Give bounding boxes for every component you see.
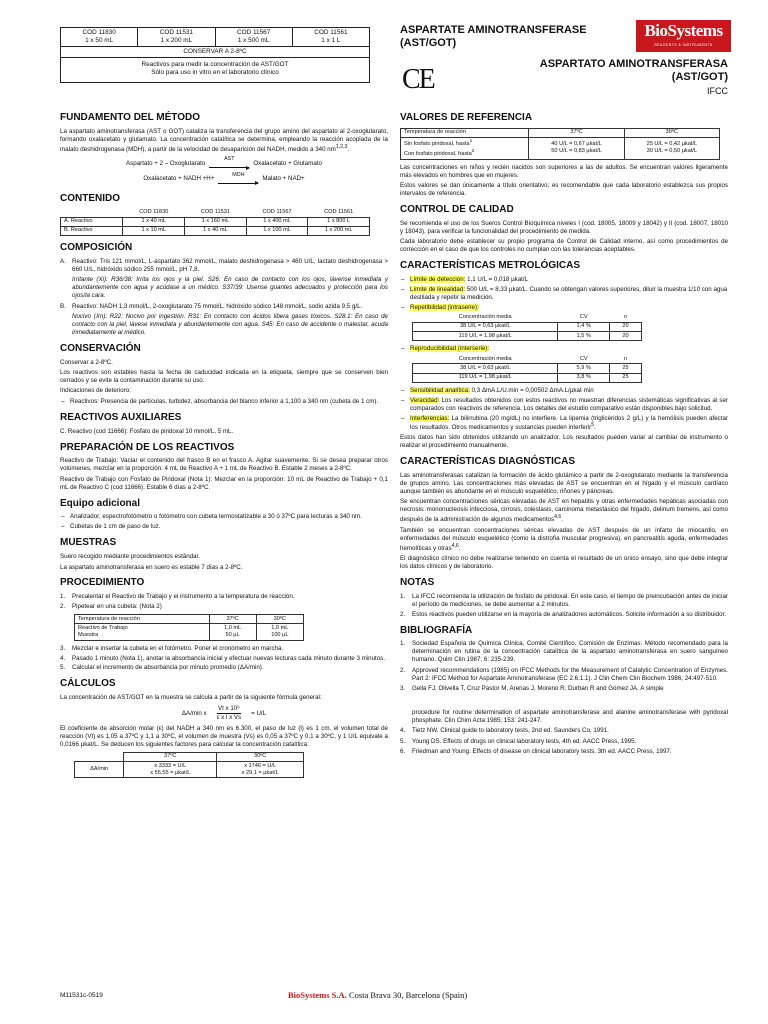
section-heading: PREPARACIÓN DE LOS REACTIVOS: [60, 441, 235, 453]
reference-item: 4. Tietz NW. Clinical guide to laboratory tests, 2nd ed. Saunders Co, 1991.: [400, 727, 609, 735]
list-item: 2. Estos reactivos pueden utilizarse en la mayoría de analizadores automáticos. Solicite información a su distribuidor.: [400, 610, 727, 618]
list-item: 1. Precalentar el Reactivo de Trabajo y el instrumento a la temperatura de reacción.: [60, 593, 295, 601]
section-heading: Equipo adicional: [60, 497, 141, 509]
table-row: A. Reactivo 1 x 40 mL 1 x 160 mL 1 x 400 mL 1 x 800 L: [61, 217, 370, 226]
list-item: – Reactivos: Presencia de partículas, turbidez, absorbancia del blanco inferior a 1,100 a 340 nm (cubeta de 1 cm).: [60, 398, 388, 406]
paragraph: Las concentraciones en niños y recién nacidos son superiores a las de adultos. Se encuentran valores ligeramente más elevados en hombres que en mujeres.: [400, 163, 728, 179]
factors-table: 37ºC 30ºC ΔA/min x 3333 = U/L x 55,55 = µkat/L x 1746 = U/L x 29,1 = µkat/L: [74, 752, 304, 778]
paragraph: La concentración de AST/GOT en la muestra se calcula a partir de la siguiente fórmula general:: [60, 694, 322, 702]
reference-item: 5. Young DS. Effects of drugs on clinical laboratory tests, 4th ed. AACC Press, 1995.: [400, 737, 637, 745]
document-subtitle: ASPARTATO AMINOTRANSFERASA (AST/GOT): [539, 58, 728, 84]
paragraph: Conservar a 2-8ºC.: [60, 358, 113, 366]
paragraph: El coeficiente de absorción molar (ε) del NADH a 340 nm es 6.300, el paso de luz (l) es 1 cm, el volumen total de reacción (Vt) es 1,05 a 37ºC y 1,1 a 30ºC, el volumen de muestra (Vs) es 0,05 a 37ºC y 0,1 a 30ºC, y 1 U/L equivale a 0,0166 µkat/L. Se deducen los siguientes factores para calcular la concentración catalítica:: [60, 725, 388, 748]
list-item: 4. Pasado 1 minuto (Nota 1), anotar la absorbancia inicial y efectuar nuevas lecturas cada minuto durante 3 minutos.: [60, 654, 385, 662]
paragraph: Indicaciones de deterioro:: [60, 387, 131, 395]
code-cell: COD 11567 1 x 500 mL: [215, 28, 292, 47]
list-item: – Reproducibilidad (interserie):: [400, 345, 728, 353]
list-item: 5. Calcular el incremento de absorbancia por minuto promedio (ΔA/min).: [60, 664, 264, 672]
paragraph: Cada laboratorio debe establecer su propio programa de Control de Calidad interno, así como procedimientos de corrección en el caso de que los controles no cumplan con las tolerancias aceptables.: [400, 238, 728, 254]
reproducibility-table: Concentración media CV n 38 U/L = 0,63 µkat/L 5,9 % 25 119 U/L = 1,98 µkat/L 3,8 % 25: [412, 355, 642, 382]
composition-b: B. Reactivo: NADH 1,3 mmol/L, 2-oxoglutarato 75 mmol/L, hidróxido sódico 148 mmol/L, sodio azida 9,5 g/L. Nocivo (Xn): R22: Nocivo por ingestión. R31: En contacto con ácidos libera gases tóxicos. S28.1: En caso de contacto con la piel, lávese inmediata y abundantemente con agua. S45: En caso de accidente o malestar, acuda inmediatamente al médico.: [60, 302, 388, 336]
code-cell: COD 11561 1 x 1 L: [292, 28, 369, 47]
repeatability-table: Concentración media CV n 38 U/L = 0,63 µkat/L 1,4 % 20 119 U/L = 1,98 µkat/L 1,5 % 20: [412, 314, 642, 341]
section-heading: PROCEDIMIENTO: [60, 577, 145, 589]
left-column: [60, 112, 388, 782]
section-heading: MUESTRAS: [60, 537, 117, 549]
table-row: 38 U/L = 0,63 µkat/L 5,9 % 25: [413, 364, 642, 373]
formula: ΔA/min x $\frac{\text{Vt x 10⁶}}{\text{ε x l x Vs}}$ = U/L: [181, 705, 267, 722]
section-heading: BIBLIOGRAFÍA: [400, 624, 473, 636]
ce-mark-icon: CE: [402, 64, 434, 95]
paragraph: Suero recogido mediante procedimientos estándar.: [60, 553, 200, 561]
reference-values-table: Temperatura de reacción 37ºC 30ºC Sin fosfato piridoxal, hasta$^1$ Con fosfato piridoxal, hasta$^2$ 40 U/L = 0,67 µkat/L 50 U/L = 0,83 µkat/L 25 U/L = 0,42 µkat/L 30 U/L = 0,50 µkat/L: [400, 128, 720, 160]
table-row: 119 U/L = 1,98 µkat/L 3,8 % 25: [413, 373, 642, 382]
list-item: – Límite de linealidad: 500 U/L = 8,33 µkat/L. Cuando se obtengan valores superiores, diluir la muestra 1/10 con agua destilada y repetir la medición.: [400, 286, 728, 302]
section-heading: CONSERVACIÓN: [60, 342, 141, 354]
biosystems-logo: BioSystems REAGENTS & INSTRUMENTS: [636, 20, 731, 52]
composition-a: A. Reactivo: Tris 121 mmol/L, L-aspartato 362 mmol/L, malato deshidrogenasa > 460 U/L, lactato deshidrogenasa > 660 U/L, hidróxido sódico 255 mmol/L, pH 7,8. Irritante (Xi): R36/38: Irrita los ojos y la piel. S26: En caso de contacto con los ojos, lávense inmediata y abundantemente con agua y acúdase a un médico. S37/39: Usense guantes adecuados y protección para los ojos/la cara.: [60, 257, 388, 300]
paragraph: La aspartato aminotransferasa (AST o GOT) cataliza la transferencia del grupo amino del aspartato al 2-oxoglutarato, formando oxalacetato y glutamato. La concentración catalítica se determina, empleando la reacción acoplada de la malato deshidrogenasa (MDH), a partir de la velocidad de desaparición del NADH, medido a 340 nm$^{1,2,3}$.: [60, 127, 388, 153]
list-item: – Sensibilidad analítica: 0,3 ΔmA.L/U.min = 0,00502 ΔmA.L/µkat·min: [400, 387, 728, 395]
section-heading: CONTROL DE CALIDAD: [400, 204, 514, 216]
paragraph: Estos datos han sido obtenidos utilizando un analizador. Los resultados pueden variar al cambiar de instrumento o realizar el procedimiento manualmente.: [400, 434, 728, 450]
right-column: [400, 112, 728, 759]
paragraph: Se encuentran concentraciones séricas elevadas de AST en hepatitis y otras enfermedades hepáticas asociadas con necrosis: mononucleosis infecciosa, cirrosis, colestasis, carcinoma metastásico del hígado, delirium tremens, así como después de la administración de algunos medicamentos$^{4,6}$.: [400, 498, 728, 524]
section-heading: CARACTERÍSTICAS DIAGNÓSTICAS: [400, 456, 576, 468]
section-heading: CARACTERÍSTICAS METROLÓGICAS: [400, 260, 580, 272]
section-heading: VALORES DE REFERENCIA: [400, 112, 533, 123]
code-cell: COD 11531 1 x 200 mL: [138, 28, 215, 47]
product-code-table: [60, 27, 370, 83]
contents-table: COD 11830 COD 11531 COD 11567 COD 11561 A. Reactivo 1 x 40 mL 1 x 160 mL 1 x 400 mL 1 x 800 L B. Reactivo 1 x 10 mL 1 x 40 mL 1 x 100 mL 1 x 200 mL: [60, 209, 370, 236]
section-heading: CÁLCULOS: [60, 678, 116, 690]
company-address: BioSystems S.A. Costa Brava 30, Barcelona (Spain): [288, 990, 468, 1000]
list-item: – Interferencias: La bilirrubina (20 mg/dL) no interfiere. La lipemia (triglicéridos 2 g/L) y la hemólisis pueden afectar los resultados. Otros medicamentos y sustancias pueden interferir$^5$.: [400, 415, 728, 433]
method-label: IFCC: [707, 86, 728, 96]
list-item: 1. La IFCC recomienda la utilización de fosfato de piridoxal. En este caso, el tiempo de preincubación antes de iniciar el período de mediciones, se debe aumentar a 2 minutos.: [400, 592, 728, 608]
table-row: B. Reactivo 1 x 10 mL 1 x 40 mL 1 x 100 mL 1 x 200 mL: [61, 226, 370, 235]
list-item: 2. Pipetear en una cubeta: (Nota 2): [60, 603, 162, 611]
usage-cell: Reactivos para medir la concentración de AST/GOT Sólo para uso in vitro en el laboratorio clínico: [61, 58, 370, 83]
list-item: – Repetibilidad (intraserie):: [400, 304, 728, 312]
paragraph: Reactivo de Trabajo con Fosfato de Piridoxal (Nota 1): Mezclar en la proporción: 10 mL de Reactivo de Trabajo + 0,1 mL de Reactivo C (cod 11666). Estable 6 días a 2-8ºC.: [60, 475, 388, 491]
document-title: ASPARTATE AMINOTRANSFERASE (AST/GOT): [400, 24, 587, 49]
reference-item: 3. Gella FJ, Olivella T, Cruz Pastor M, Arenas J, Moreno R, Durban R and Gómez JA. A simple procedure for routine determination of aspartate aminotransferase and alanine aminotransferase with pyridoxal phosphate. Clin Chim Acta 1985; 153: 241-247.: [400, 685, 728, 724]
list-item: – Límite de detección: 1,1 U/L = 0,018 µkat/L: [400, 276, 728, 284]
table-row: 38 U/L = 0,63 µkat/L 1,4 % 20: [413, 322, 642, 331]
paragraph: También se encuentran concentraciones séricas elevadas de AST después de un infarto de miocardio, en enfermedades del músculo esquelético (como la distrofia muscular progresiva), en pancreatitis aguda, enfermedades hemolíticas y otras$^{4,6}$.: [400, 526, 728, 552]
procedure-table: Temperatura de reacción 37ºC 30ºC Reactivo de Trabajo Muestra 1,0 mL 50 µL 1,0 mL 100 µL: [74, 614, 304, 640]
section-heading: REACTIVOS AUXILIARES: [60, 411, 182, 423]
section-heading: FUNDAMENTO DEL MÉTODO: [60, 112, 201, 123]
document-code: M11531c-0519: [60, 992, 103, 999]
reference-item: 2. Approved recommendations (1985) on IFCC Methods for the Measurement of Catalytic Concentration of Enzymes. Part 2: IFCC Method for Aspartate Aminotransferase (EC 2.6.1.1). J Clin Chem Clin Biochem 1986; 24:497-510.: [400, 666, 728, 682]
section-heading: COMPOSICIÓN: [60, 242, 133, 254]
paragraph: C. Reactivo (cod 11666): Fosfato de piridoxal 10 mmol/L, 5 mL.: [60, 427, 234, 435]
reference-item: 6. Friedman and Young. Effects of disease on clinical laboratory tests, 3th ed. AACC Press, 1997.: [400, 748, 672, 756]
paragraph: La aspartato aminotransferasa en suero es estable 7 días a 2-8ºC.: [60, 563, 243, 571]
storage-cell: CONSERVAR A 2-8ºC: [61, 47, 370, 58]
table-row: 119 U/L = 1,98 µkat/L 1,5 % 20: [413, 332, 642, 341]
list-item: – Analizador, espectrofotómetro o fotómetro con cubeta termostatizable a 30 ó 37ºC para lecturas a 340 nm.: [60, 513, 388, 521]
paragraph: Estos valores se dan únicamente a título orientativo; es recomendable que cada laboratorio establezca sus propios intervalos de referencia.: [400, 182, 728, 198]
paragraph: Se recomienda el uso de los Sueros Control Bioquímica niveles I (cod. 18005, 18009 y 18042) y II (cod. 18007, 18010 y 18043), para verificar la funcionalidad del procedimiento de medida.: [400, 220, 728, 235]
list-item: – Veracidad: Los resultados obtenidos con estos reactivos no muestran diferencias sistemáticas significativas al ser comparados con reactivos de referencia. Los detalles del estudio comparativo están disponibles bajo solicitud.: [400, 397, 728, 413]
paragraph: Reactivo de Trabajo: Vaciar el contenido del frasco B en el frasco A. Agitar suavemente. Si se desea preparar otros volúmenes, mezclar en la proporción: 4 mL de Reactivo A + 1 mL de Reactivo B. Estable 2 meses a 2-8ºC.: [60, 457, 388, 473]
paragraph: El diagnóstico clínico no debe realizarse teniendo en cuenta el resultado de un único ensayo, sino que debe integrar los datos clínicos y de laboratorio.: [400, 555, 728, 571]
list-item: 3. Mezclar e insertar la cubeta en el fotómetro. Poner el cronómetro en marcha.: [60, 644, 284, 652]
reaction-1: Aspartato + 2 – Oxoglutarato AST Oxalacetato + Glutamato: [126, 156, 322, 167]
list-item: – Cubetas de 1 cm de paso de luz.: [60, 523, 388, 531]
section-heading: CONTENIDO: [60, 192, 120, 204]
paragraph: Las aminotransferasas catalizan la formación de ácido glutámico a partir de 2-oxoglutarato mediante la transferencia de grupos amino. Las concentraciones más elevadas de AST se encuentran en el hígado y el músculo cardíaco aunque también es abundante en el músculo esquelético, riñones y páncreas.: [400, 472, 728, 495]
reference-item: 1. Sociedad Española de Química Clínica, Comité Científico, Comisión de Enzimas. Método recomendado para la determinación en rutina de la concentración catalítica de la aspartato aminotransferasa en suero sanguíneo humano. Quim Clin 1987; 6: 235-239.: [400, 640, 728, 664]
reaction-2: Oxalacetato + NADH +H+ MDH Malato + NAD+: [143, 172, 305, 183]
paragraph: Los reactivos son estables hasta la fecha de caducidad indicada en la etiqueta, siempre que se conserven bien cerrados y se evite la contaminación durante su uso.: [60, 369, 388, 385]
code-cell: COD 11830 1 x 50 mL: [61, 28, 138, 47]
section-heading: NOTAS: [400, 577, 435, 589]
